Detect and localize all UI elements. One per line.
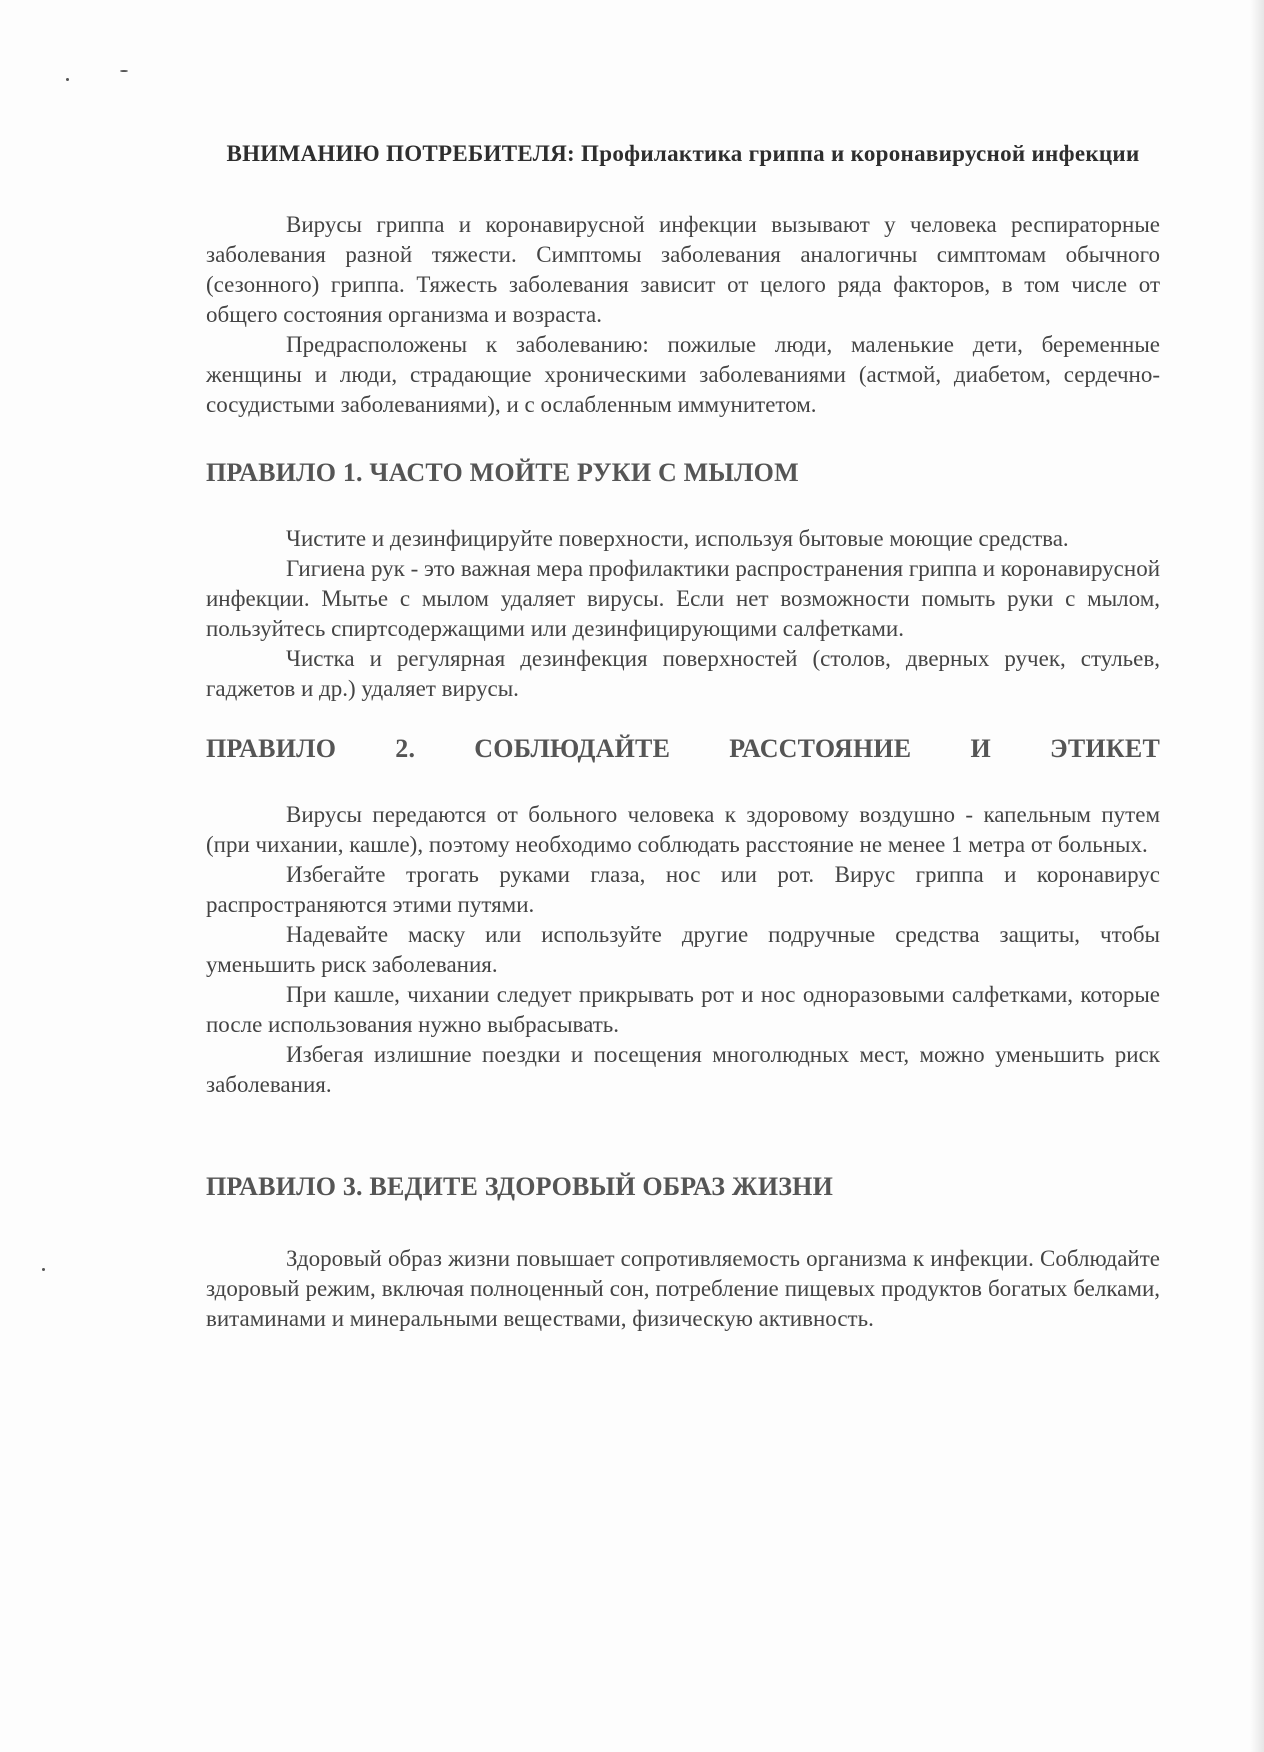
rule-2-paragraph: Вирусы передаются от больного человека к здоровому воздушно - капельным путем (при чихании, кашле), поэтому необходимо соблюдать расстояние не менее 1 метра от больных. xyxy=(206,802,1160,857)
rule-2-heading: ПРАВИЛО 2. СОБЛЮДАЙТЕ РАССТОЯНИЕ И ЭТИКЕТ xyxy=(206,734,1160,763)
rule-3-heading: ПРАВИЛО 3. ВЕДИТЕ ЗДОРОВЫЙ ОБРАЗ ЖИЗНИ xyxy=(206,1172,834,1201)
rule-2-paragraph: Избегая излишние поездки и посещения многолюдных мест, можно уменьшить риск заболевания. xyxy=(206,1042,1160,1097)
scan-speck xyxy=(66,78,69,81)
intro-paragraph: Предрасположены к заболеванию: пожилые люди, маленькие дети, беременные женщины и люди, страдающие хроническими заболеваниями (астмой, диабетом, сердечно-сосудистыми заболеваниями), и с ослабленным иммунитетом. xyxy=(206,332,1160,417)
document-title: ВНИМАНИЮ ПОТРЕБИТЕЛЯ: Профилактика гриппа и коронавирусной инфекции xyxy=(226,141,1140,166)
rule-2-paragraph: Надевайте маску или используйте другие подручные средства защиты, чтобы уменьшить риск заболевания. xyxy=(206,922,1160,977)
rule-1-paragraph: Гигиена рук - это важная мера профилактики распространения гриппа и коронавирусной инфекции. Мытье с мылом удаляет вирусы. Если нет возможности помыть руки с мылом, пользуйтесь спиртсодержащими или дезинфицирующими салфетками. xyxy=(206,556,1160,641)
rule-1-paragraph: Чистите и дезинфицируйте поверхности, используя бытовые моющие средства. xyxy=(286,526,1069,551)
scan-speck xyxy=(120,70,128,72)
intro-paragraph: Вирусы гриппа и коронавирусной инфекции вызывают у человека респираторные заболевания разной тяжести. Симптомы заболевания аналогичны симптомам обычного (сезонного) гриппа. Тяжесть заболевания зависит от целого ряда факторов, в том числе от общего состояния организма и возраста. xyxy=(206,212,1160,327)
rule-1-paragraph: Чистка и регулярная дезинфекция поверхностей (столов, дверных ручек, стульев, гаджетов и др.) удаляет вирусы. xyxy=(206,646,1160,701)
rule-2-paragraph: Избегайте трогать руками глаза, нос или рот. Вирус гриппа и коронавирус распространяются этими путями. xyxy=(206,862,1160,917)
rule-2-paragraph: При кашле, чихании следует прикрывать рот и нос одноразовыми салфетками, которые после использования нужно выбрасывать. xyxy=(206,982,1160,1037)
scan-speck xyxy=(42,1268,45,1271)
document-body xyxy=(206,138,1160,1334)
scan-edge-shadow xyxy=(1250,0,1264,1752)
rule-1-heading: ПРАВИЛО 1. ЧАСТО МОЙТЕ РУКИ С МЫЛОМ xyxy=(206,458,799,487)
rule-3-paragraph: Здоровый образ жизни повышает сопротивляемость организма к инфекции. Соблюдайте здоровый режим, включая полноценный сон, потребление пищевых продуктов богатых белками, витаминами и минеральными веществами, физическую активность. xyxy=(206,1246,1160,1331)
